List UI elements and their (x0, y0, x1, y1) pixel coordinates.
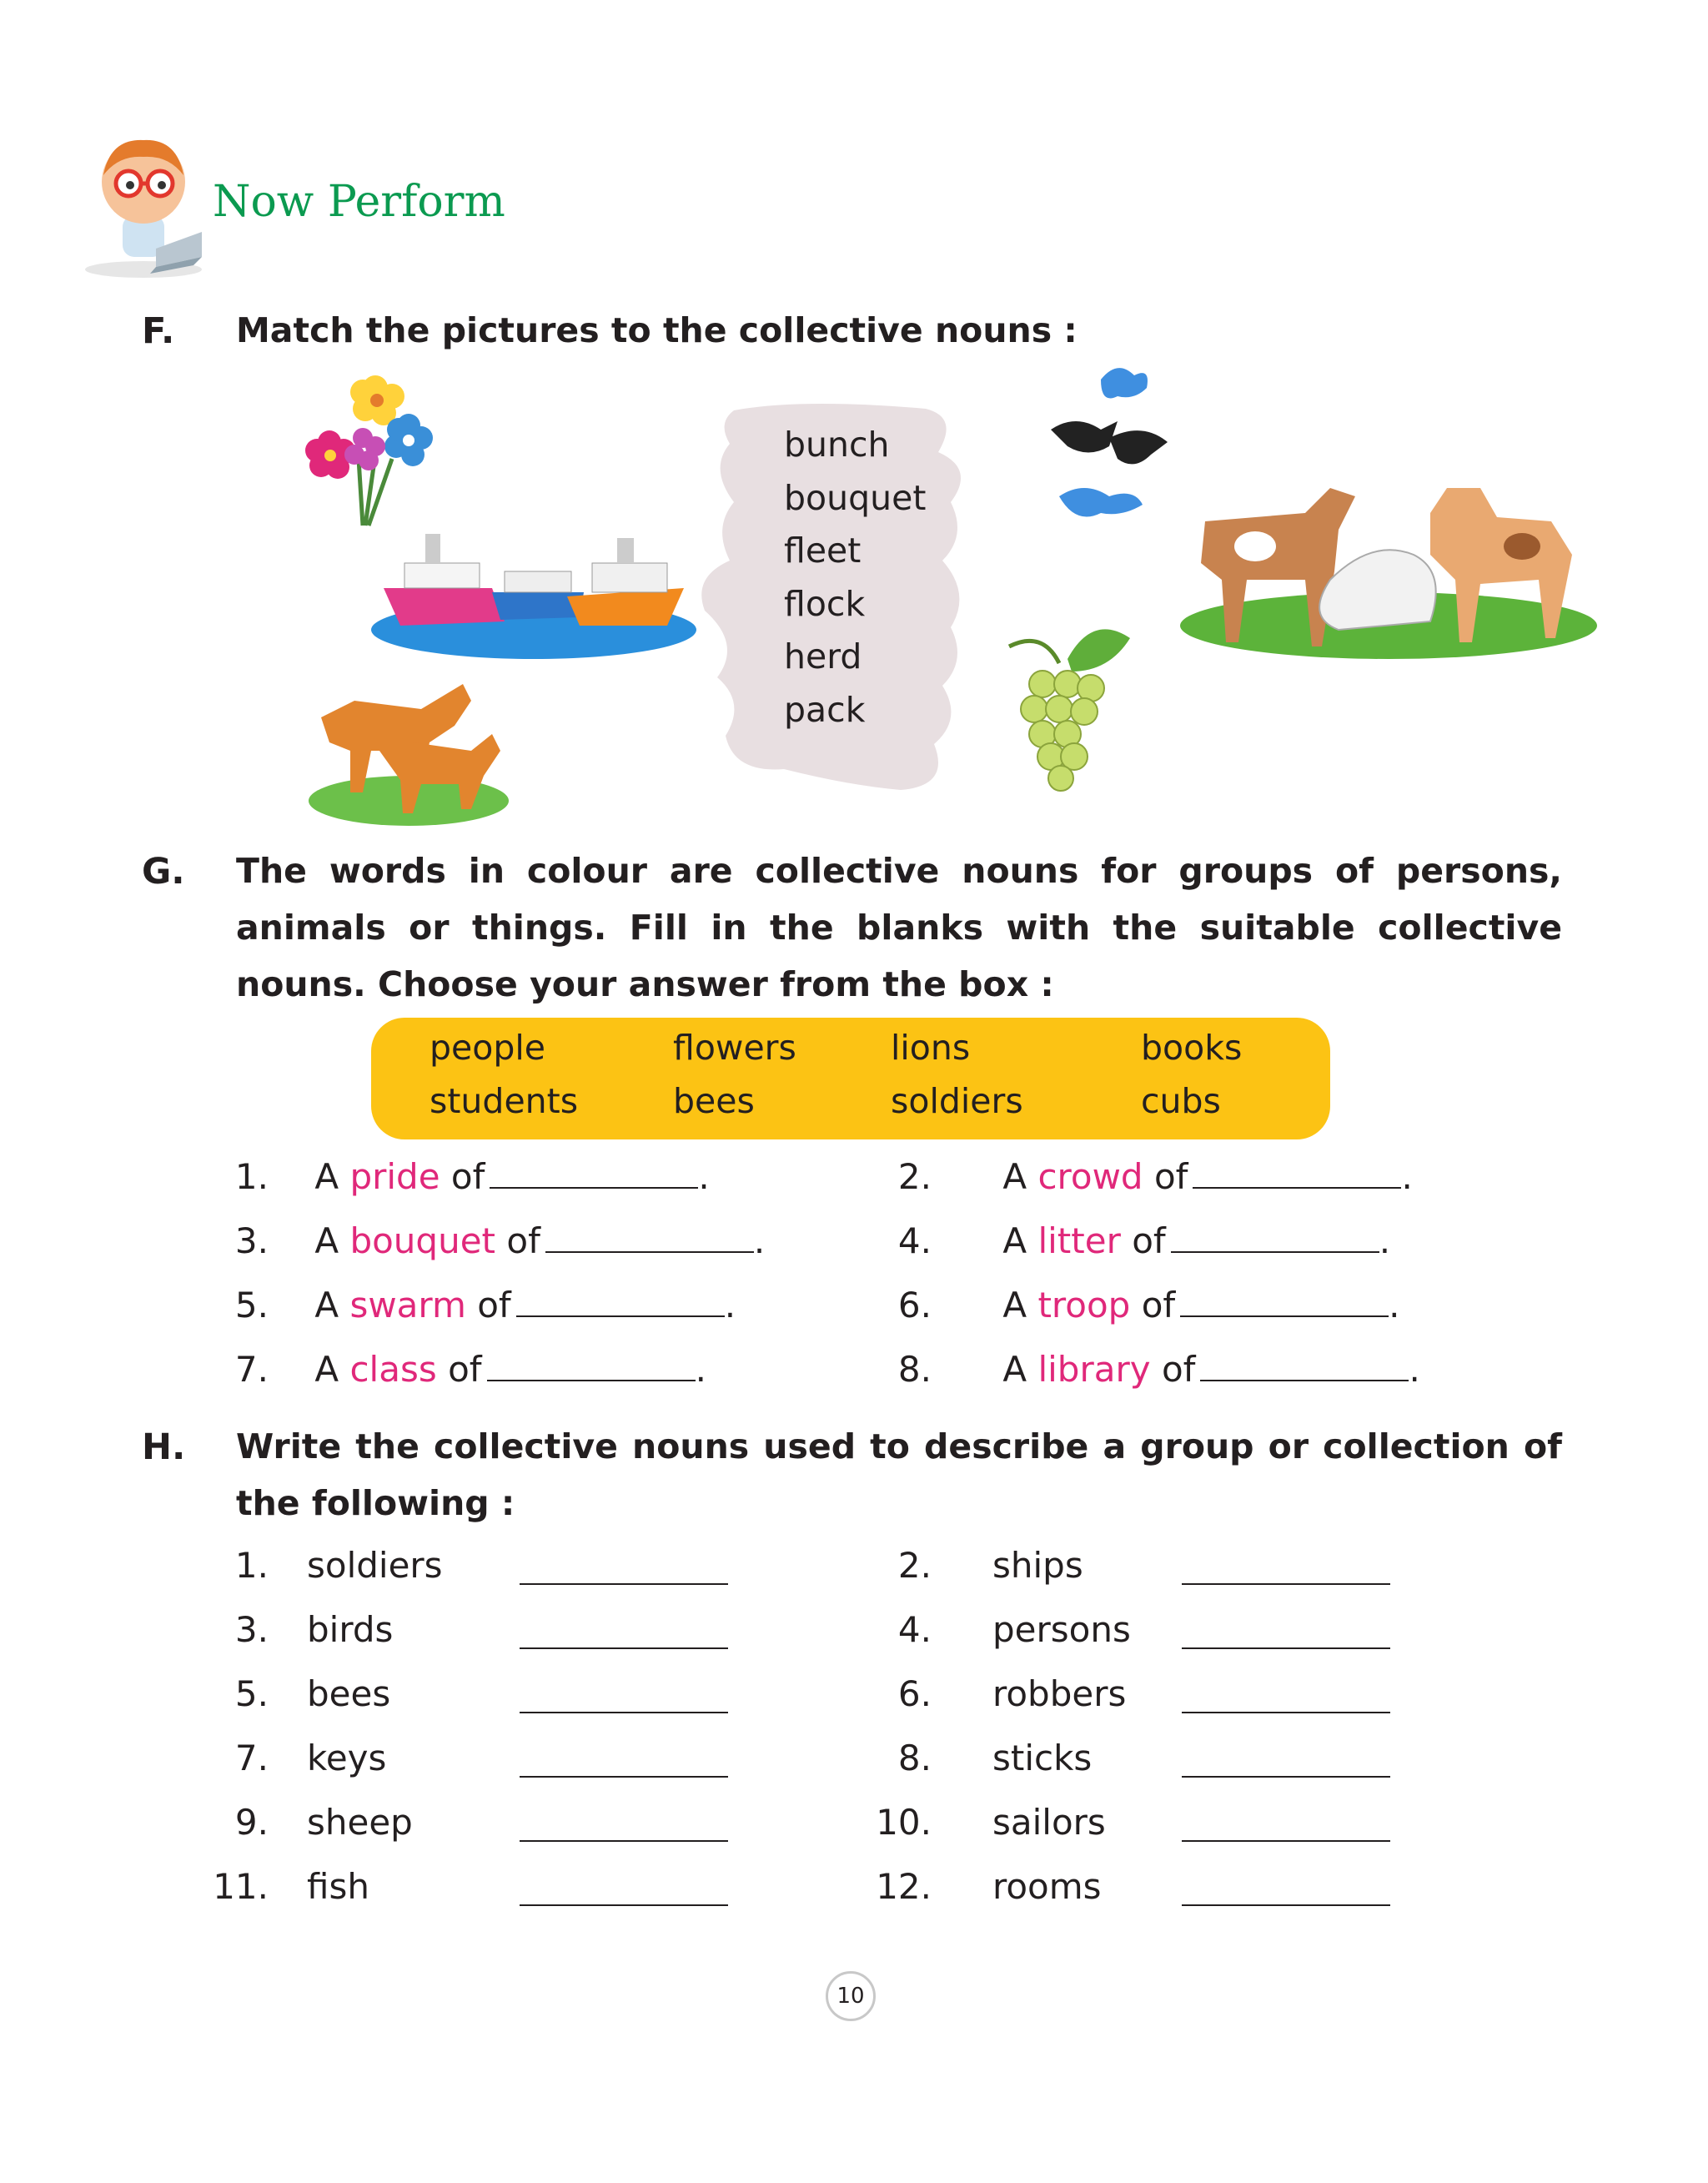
answer-blank[interactable] (520, 1840, 728, 1842)
section-f-title: Match the pictures to the collective nouns : (236, 310, 1078, 350)
answer-blank[interactable] (520, 1904, 728, 1906)
answer-blank[interactable] (520, 1712, 728, 1713)
page-number: 10 (836, 1984, 865, 2009)
answer-blank[interactable] (1182, 1904, 1390, 1906)
preposition: of (1141, 1285, 1176, 1325)
period: . (695, 1349, 706, 1390)
preposition: of (450, 1156, 485, 1197)
answer-blank[interactable] (1193, 1155, 1401, 1189)
grapes-picture (992, 613, 1134, 797)
item-number: 1. (234, 1156, 269, 1197)
answer-blank[interactable] (545, 1220, 754, 1253)
header-title: Now Perform (213, 177, 505, 227)
collective-noun: swarm (349, 1285, 466, 1325)
item-word: persons (992, 1609, 1131, 1650)
box-word: soldiers (891, 1081, 1023, 1121)
item-word: keys (307, 1738, 387, 1778)
birds-picture (1042, 355, 1184, 546)
period: . (1389, 1285, 1400, 1325)
preposition: of (506, 1220, 540, 1261)
item-number: 4. (897, 1220, 932, 1261)
article: A (314, 1285, 339, 1325)
item-number: 5. (234, 1285, 269, 1325)
match-word: fleet (784, 531, 862, 571)
article: A (314, 1349, 339, 1390)
box-word: flowers (673, 1028, 796, 1068)
article: A (314, 1220, 339, 1261)
period: . (753, 1220, 766, 1261)
match-word: bouquet (784, 477, 927, 518)
item-word: rooms (992, 1866, 1102, 1907)
box-word: lions (891, 1028, 971, 1068)
item-number: 2. (897, 1545, 932, 1586)
answer-blank[interactable] (520, 1647, 728, 1649)
item-word: soldiers (307, 1545, 443, 1586)
item-number: 2. (897, 1156, 932, 1197)
item-number: 12. (876, 1866, 932, 1907)
item-word: birds (307, 1609, 394, 1650)
item-number: 8. (897, 1738, 932, 1778)
collective-noun: litter (1037, 1220, 1121, 1261)
article: A (1002, 1156, 1027, 1197)
item-number: 9. (234, 1802, 269, 1843)
preposition: of (448, 1349, 482, 1390)
collective-noun: troop (1037, 1285, 1131, 1325)
collective-noun: bouquet (349, 1220, 496, 1261)
period: . (698, 1156, 710, 1197)
item-number: 5. (234, 1673, 269, 1714)
cows-picture (1180, 438, 1597, 680)
fill-blank-item (872, 1348, 1420, 1390)
preposition: of (1153, 1156, 1188, 1197)
article: A (314, 1156, 339, 1197)
item-number: 6. (897, 1673, 932, 1714)
match-word: bunch (784, 425, 890, 465)
mascot-boy-with-laptop-icon (77, 123, 210, 282)
answer-blank[interactable] (1182, 1583, 1390, 1585)
item-number: 10. (876, 1802, 932, 1843)
collective-noun: pride (349, 1156, 440, 1197)
section-f-letter: F. (142, 310, 175, 352)
fill-blank-item (208, 1348, 706, 1390)
box-word: cubs (1141, 1081, 1221, 1121)
collective-noun: class (349, 1349, 437, 1390)
box-word: students (430, 1081, 579, 1121)
wolves-picture (304, 659, 521, 826)
item-word: sheep (307, 1802, 413, 1843)
preposition: of (1132, 1220, 1166, 1261)
box-word: books (1141, 1028, 1243, 1068)
answer-blank[interactable] (1182, 1647, 1390, 1649)
ships-picture (367, 513, 701, 663)
section-h-letter: H. (142, 1426, 186, 1468)
match-word: flock (784, 583, 866, 624)
item-number: 8. (897, 1349, 932, 1390)
section-g-letter: G. (142, 851, 185, 893)
item-number: 4. (897, 1609, 932, 1650)
item-word: sticks (992, 1738, 1093, 1778)
item-number: 1. (234, 1545, 269, 1586)
flowers-picture (300, 367, 442, 534)
fill-blank-item (208, 1284, 736, 1325)
fill-blank-item (872, 1155, 1413, 1197)
box-word: people (430, 1028, 545, 1068)
match-word: herd (784, 636, 862, 677)
item-word: ships (992, 1545, 1083, 1586)
answer-blank[interactable] (520, 1776, 728, 1778)
answer-blank[interactable] (1180, 1284, 1389, 1317)
fill-blank-item (208, 1155, 710, 1197)
period: . (1379, 1220, 1391, 1261)
section-g-instructions: The words in colour are collective nouns for groups of persons, animals or things. Fill in the blanks with the suitable collective nouns. Choose your answer from the box : (236, 851, 1562, 1004)
match-word-list (784, 419, 926, 737)
article: A (1002, 1285, 1027, 1325)
item-word: fish (307, 1866, 369, 1907)
item-number: 11. (213, 1866, 269, 1907)
answer-blank[interactable] (516, 1284, 725, 1317)
answer-blank[interactable] (490, 1155, 698, 1189)
answer-blank[interactable] (1171, 1220, 1379, 1253)
item-word: robbers (992, 1673, 1127, 1714)
period: . (724, 1285, 736, 1325)
answer-blank[interactable] (1182, 1776, 1390, 1778)
item-word: bees (307, 1673, 391, 1714)
article: A (1002, 1220, 1027, 1261)
fill-blank-item (872, 1284, 1400, 1325)
collective-noun: crowd (1037, 1156, 1143, 1197)
answer-blank[interactable] (1200, 1348, 1409, 1381)
answer-blank[interactable] (1182, 1712, 1390, 1713)
fill-blank-item (872, 1220, 1390, 1261)
box-word: bees (673, 1081, 755, 1121)
answer-blank[interactable] (1182, 1840, 1390, 1842)
answer-blank[interactable] (520, 1583, 728, 1585)
period: . (1409, 1349, 1420, 1390)
fill-blank-item (208, 1220, 765, 1261)
item-number: 6. (897, 1285, 932, 1325)
article: A (1002, 1349, 1027, 1390)
item-number: 3. (234, 1609, 269, 1650)
collective-noun: library (1037, 1349, 1151, 1390)
section-h-instructions: Write the collective nouns used to describe a group or collection of the following : (236, 1426, 1562, 1523)
item-number: 7. (234, 1738, 269, 1778)
item-word: sailors (992, 1802, 1106, 1843)
answer-blank[interactable] (487, 1348, 696, 1381)
item-number: 7. (234, 1349, 269, 1390)
preposition: of (477, 1285, 511, 1325)
preposition: of (1161, 1349, 1196, 1390)
match-word: pack (784, 689, 866, 730)
item-number: 3. (234, 1220, 269, 1261)
period: . (1401, 1156, 1413, 1197)
